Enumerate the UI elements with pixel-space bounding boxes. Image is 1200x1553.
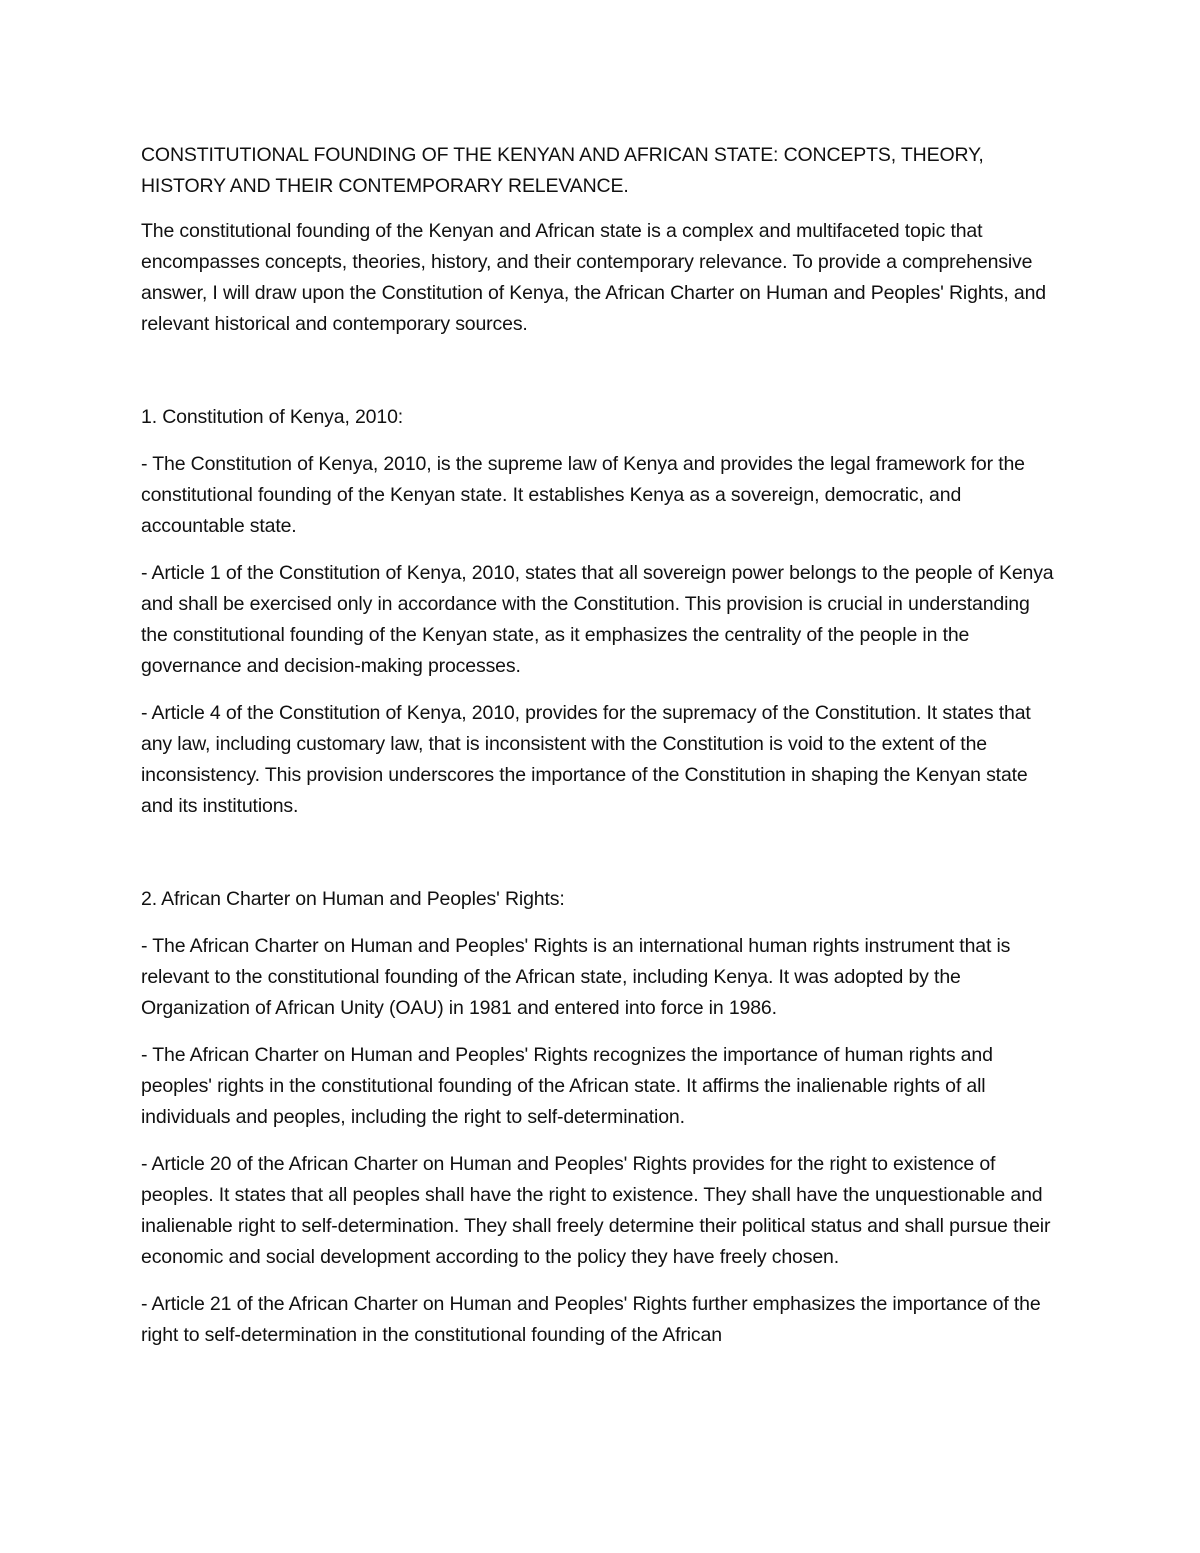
section-2-paragraph-1: - The African Charter on Human and Peoples' Rights is an international human rights instrument that is relevant to the constitutional founding of the African state, including Kenya. It was adopted by the Organization of African Unity (OAU) in 1981 and entered into force in 1986. xyxy=(141,935,1011,1019)
section-spacer xyxy=(141,356,1061,402)
section-spacer xyxy=(141,838,1061,884)
section-heading-constitution-of-kenya: 1. Constitution of Kenya, 2010: xyxy=(141,406,404,428)
intro-paragraph: The constitutional founding of the Kenyan and African state is a complex and multifaceted topic that encompasses concepts, theories, history, and their contemporary relevance. To provide a comprehensive answer, I will draw upon the Constitution of Kenya, the African Charter on Human and Peoples' Rights, and relevant historical and contemporary sources. xyxy=(141,220,1046,335)
document-body xyxy=(141,140,1061,1367)
section-1-paragraph-1: - The Constitution of Kenya, 2010, is the supreme law of Kenya and provides the legal framework for the constitutional founding of the Kenyan state. It establishes Kenya as a sovereign, democratic, and accountable state. xyxy=(141,453,1025,537)
section-1-paragraph-3: - Article 4 of the Constitution of Kenya, 2010, provides for the supremacy of the Constitution. It states that any law, including customary law, that is inconsistent with the Constitution is void to the extent of the inconsistency. This provision underscores the importance of the Constitution in shaping the Kenyan state and its institutions. xyxy=(141,702,1031,817)
section-2-paragraph-2: - The African Charter on Human and Peoples' Rights recognizes the importance of human rights and peoples' rights in the constitutional founding of the African state. It affirms the inalienable rights of all individuals and peoples, including the right to self-determination. xyxy=(141,1044,993,1128)
section-2-paragraph-4: - Article 21 of the African Charter on Human and Peoples' Rights further emphasizes the importance of the right to self-determination in the constitutional founding of the African xyxy=(141,1293,1041,1346)
document-title: CONSTITUTIONAL FOUNDING OF THE KENYAN AND AFRICAN STATE: CONCEPTS, THEORY, HISTORY AND THEIR CONTEMPORARY RELEVANCE. xyxy=(141,144,984,197)
section-2-paragraph-3: - Article 20 of the African Charter on Human and Peoples' Rights provides for the right to existence of peoples. It states that all peoples shall have the right to existence. They shall have the unquestionable and inalienable right to self-determination. They shall freely determine their political status and shall pursue their economic and social development according to the policy they have freely chosen. xyxy=(141,1153,1051,1268)
section-1-paragraph-2: - Article 1 of the Constitution of Kenya, 2010, states that all sovereign power belongs to the people of Kenya and shall be exercised only in accordance with the Constitution. This provision is crucial in understanding the constitutional founding of the Kenyan state, as it emphasizes the centrality of the people in the governance and decision-making processes. xyxy=(141,562,1054,677)
section-heading-african-charter: 2. African Charter on Human and Peoples' Rights: xyxy=(141,888,565,910)
